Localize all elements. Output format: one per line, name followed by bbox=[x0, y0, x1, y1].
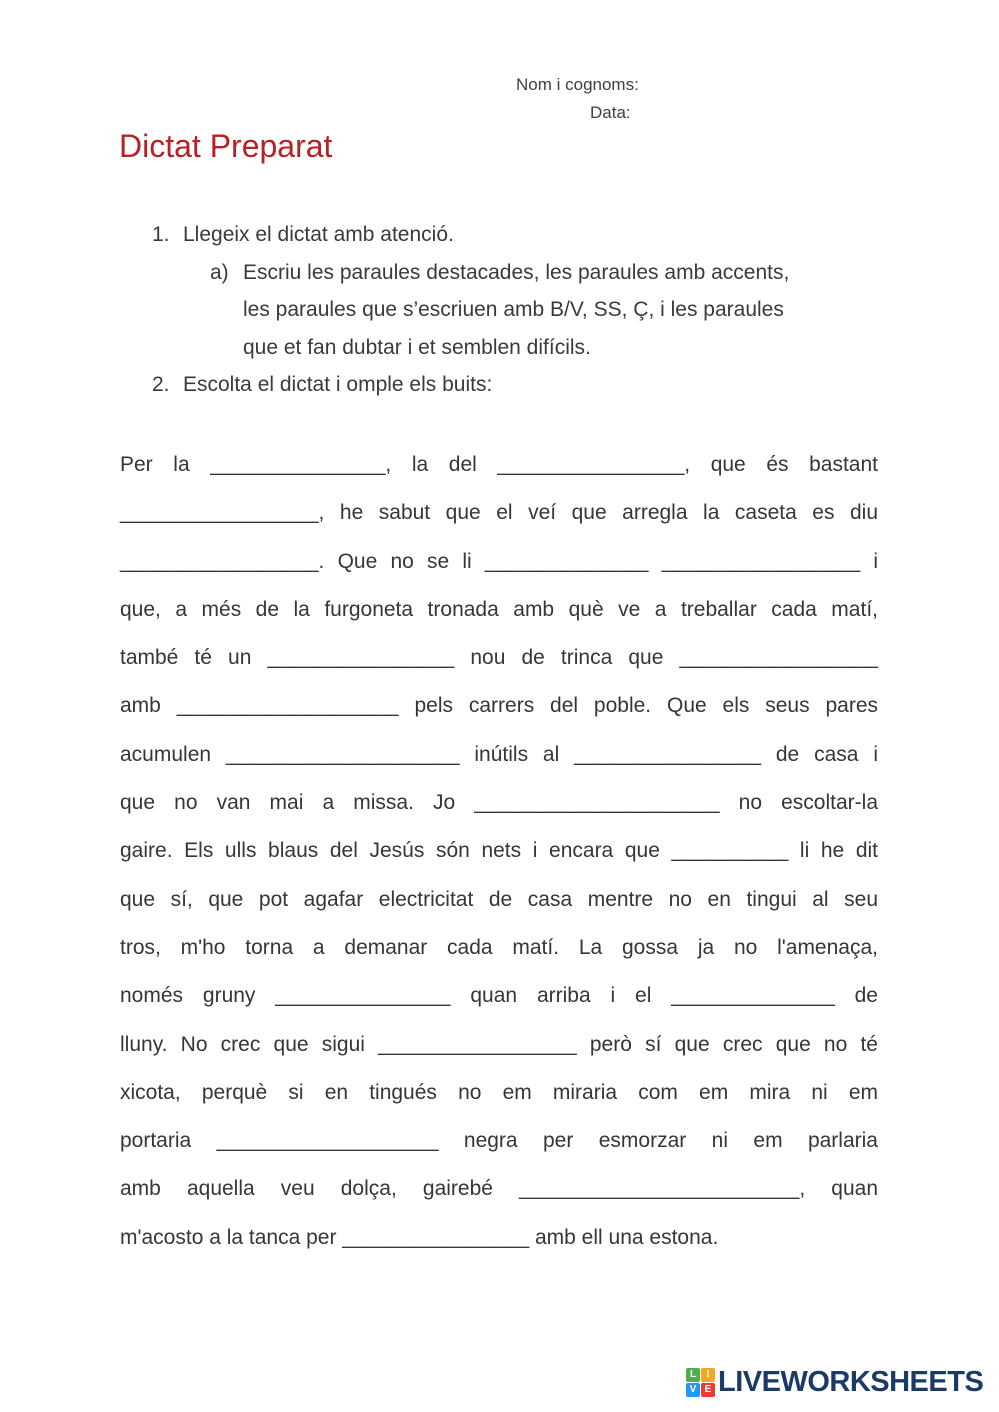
dictation-line: tros, m'ho torna a demanar cada matí. La gossa ja no l'amenaça, bbox=[120, 935, 878, 959]
dictation-text bbox=[120, 441, 878, 1262]
instruction-item-1a-marker: a) bbox=[210, 260, 229, 284]
liveworksheets-grid-icon bbox=[686, 1368, 715, 1397]
instruction-item-1 bbox=[152, 216, 892, 254]
instruction-item-1a bbox=[210, 254, 892, 367]
instruction-item-2 bbox=[152, 366, 892, 404]
dictation-line: lluny. No crec que sigui _________________ però sí que crec que no té bbox=[120, 1032, 878, 1056]
dictation-line: també té un ________________ nou de trinca que _________________ bbox=[120, 646, 878, 670]
dictation-line: m'acosto a la tanca per ________________ amb ell una estona. bbox=[120, 1225, 719, 1249]
instruction-item-1-text: Llegeix el dictat amb atenció. bbox=[183, 223, 454, 246]
dictation-line: amb ___________________ pels carrers del poble. Que els seus pares bbox=[120, 694, 878, 718]
dictation-line: només gruny _______________ quan arriba i el ______________ de bbox=[120, 984, 878, 1008]
instruction-item-1a-line: que et fan dubtar i et semblen difícils. bbox=[243, 335, 591, 359]
dictation-line: que, a més de la furgoneta tronada amb què ve a treballar cada matí, bbox=[120, 597, 878, 621]
instruction-item-1a-line: les paraules que s’escriuen amb B/V, SS, Ç, i les paraules bbox=[243, 298, 784, 321]
dictation-line: que no van mai a missa. Jo _____________________ no escoltar-la bbox=[120, 791, 878, 815]
dictation-line: _________________, he sabut que el veí que arregla la caseta es diu bbox=[120, 501, 878, 525]
instruction-item-2-text: Escolta el dictat i omple els buits: bbox=[183, 373, 493, 396]
dictation-line: Per la _______________, la del ________________, que és bastant bbox=[120, 453, 878, 476]
logo-cell-v: V bbox=[686, 1383, 700, 1397]
instruction-item-1a-text bbox=[243, 254, 789, 367]
dictation-line: que sí, que pot agafar electricitat de casa mentre no en tingui al seu bbox=[120, 887, 878, 911]
logo-cell-e: E bbox=[701, 1383, 715, 1397]
instruction-item-2-marker: 2. bbox=[152, 373, 170, 396]
page-title: Dictat Preparat bbox=[119, 128, 333, 164]
dictation-line: _________________. Que no se li ______________ _________________ i bbox=[120, 549, 878, 573]
instruction-item-1a-line: Escriu les paraules destacades, les paraules amb accents, bbox=[243, 260, 790, 284]
liveworksheets-logo[interactable] bbox=[686, 1366, 983, 1399]
dictation-line: acumulen ____________________ inútils al ________________ de casa i bbox=[120, 742, 878, 766]
dictation-line: gaire. Els ulls blaus del Jesús són nets i encara que __________ li he dit bbox=[120, 839, 878, 863]
date-label: Data: bbox=[590, 103, 631, 122]
liveworksheets-wordmark: LIVEWORKSHEETS bbox=[718, 1366, 984, 1398]
dictation-line: xicota, perquè si en tingués no em miraria com em mira ni em bbox=[120, 1080, 878, 1104]
name-surname-label: Nom i cognoms: bbox=[516, 75, 639, 94]
instruction-item-1-marker: 1. bbox=[152, 223, 170, 246]
logo-cell-l: L bbox=[686, 1368, 700, 1382]
logo-cell-i: I bbox=[701, 1368, 715, 1382]
dictation-line: amb aquella veu dolça, gairebé ________________________, quan bbox=[120, 1177, 878, 1201]
instructions-list bbox=[152, 216, 892, 404]
dictation-line: portaria ___________________ negra per esmorzar ni em parlaria bbox=[120, 1129, 878, 1153]
